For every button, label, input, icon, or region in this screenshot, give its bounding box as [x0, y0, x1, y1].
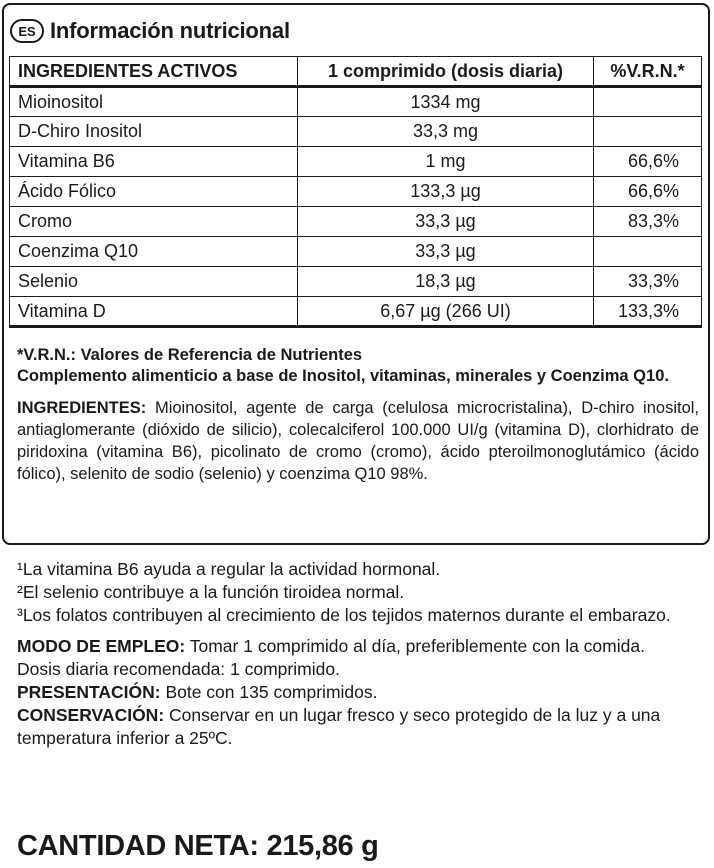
storage-info — [17, 704, 687, 750]
claim-vitamin-b6: ¹La vitamina B6 ayuda a regular la actividad hormonal. — [17, 559, 441, 579]
ingredient-name: Selenio — [10, 267, 298, 297]
ingredient-amount: 1 mg — [298, 147, 594, 177]
net-quantity: CANTIDAD NETA: 215,86 g — [17, 830, 379, 862]
ingredient-vrn: 33,3% — [594, 267, 702, 297]
panel-header — [10, 16, 290, 46]
page-title: Información nutricional — [50, 18, 290, 43]
daily-dose: Dosis diaria recomendada: 1 comprimido. — [17, 659, 340, 679]
column-header-dose: 1 comprimido (dosis diaria) — [298, 57, 594, 87]
ingredient-name: Vitamina D — [10, 297, 298, 327]
ingredient-name: D-Chiro Inositol — [10, 117, 298, 147]
supplement-description: Complemento alimenticio a base de Inositol, vitaminas, minerales y Coenzima Q10. — [17, 367, 669, 385]
column-header-vrn: %V.R.N.* — [594, 57, 702, 87]
table-notes — [17, 345, 699, 485]
language-badge: ES — [10, 19, 44, 43]
table-row — [10, 147, 702, 177]
table-row — [10, 87, 702, 117]
presentation-text: Bote con 135 comprimidos. — [160, 682, 378, 702]
table-header-row — [10, 57, 702, 87]
claim-selenium: ²El selenio contribuye a la función tiroidea normal. — [17, 582, 405, 602]
ingredient-name: Vitamina B6 — [10, 147, 298, 177]
ingredients-label: INGREDIENTES: — [17, 399, 147, 417]
ingredient-amount: 18,3 µg — [298, 267, 594, 297]
table-row — [10, 177, 702, 207]
ingredient-amount: 1334 mg — [298, 87, 594, 117]
ingredient-vrn: 66,6% — [594, 177, 702, 207]
ingredient-amount: 33,3 µg — [298, 237, 594, 267]
ingredients-list — [17, 397, 699, 485]
table-row — [10, 297, 702, 327]
ingredient-vrn: 66,6% — [594, 147, 702, 177]
ingredient-name: Ácido Fólico — [10, 177, 298, 207]
vrn-footnote: *V.R.N.: Valores de Referencia de Nutrientes — [17, 346, 363, 364]
storage-text: Conservar en un lugar fresco y seco protegido de la luz y a una temperatura inferior a 25ºC. — [17, 705, 661, 748]
ingredient-vrn: 133,3% — [594, 297, 702, 327]
table-row — [10, 207, 702, 237]
presentation-info — [17, 681, 687, 704]
ingredient-name: Mioinositol — [10, 87, 298, 117]
table-row — [10, 117, 702, 147]
nutrition-table — [9, 56, 702, 328]
ingredient-vrn — [594, 117, 702, 147]
ingredient-amount: 6,67 µg (266 UI) — [298, 297, 594, 327]
column-header-ingredients: INGREDIENTES ACTIVOS — [10, 57, 298, 87]
ingredients-text: Mioinositol, agente de carga (celulosa microcristalina), D-chiro inositol, antiaglomerante (dióxido de silicio), colecalciferol 100.000 UI/g (vitamina D), clorhidrato de piridoxina (vitamina B6), picolinato de cromo (cromo), ácido pteroilmonoglutámico (ácido fólico), selenito de sodio (selenio) y coenzima Q10 98%. — [17, 399, 699, 483]
ingredient-vrn — [594, 237, 702, 267]
storage-label: CONSERVACIÓN: — [17, 705, 165, 725]
ingredient-amount: 33,3 mg — [298, 117, 594, 147]
table-row — [10, 237, 702, 267]
ingredient-name: Coenzima Q10 — [10, 237, 298, 267]
claim-folates: ³Los folatos contribuyen al crecimiento de los tejidos maternos durante el embarazo. — [17, 605, 671, 625]
usage-text: Tomar 1 comprimido al día, preferiblemente con la comida. — [185, 636, 645, 656]
ingredient-amount: 33,3 µg — [298, 207, 594, 237]
usage-instructions — [17, 635, 687, 658]
table-row — [10, 267, 702, 297]
ingredient-vrn: 83,3% — [594, 207, 702, 237]
ingredient-vrn — [594, 87, 702, 117]
ingredient-name: Cromo — [10, 207, 298, 237]
presentation-label: PRESENTACIÓN: — [17, 682, 161, 702]
usage-label: MODO DE EMPLEO: — [17, 636, 186, 656]
ingredient-amount: 133,3 µg — [298, 177, 594, 207]
product-info — [17, 558, 687, 750]
